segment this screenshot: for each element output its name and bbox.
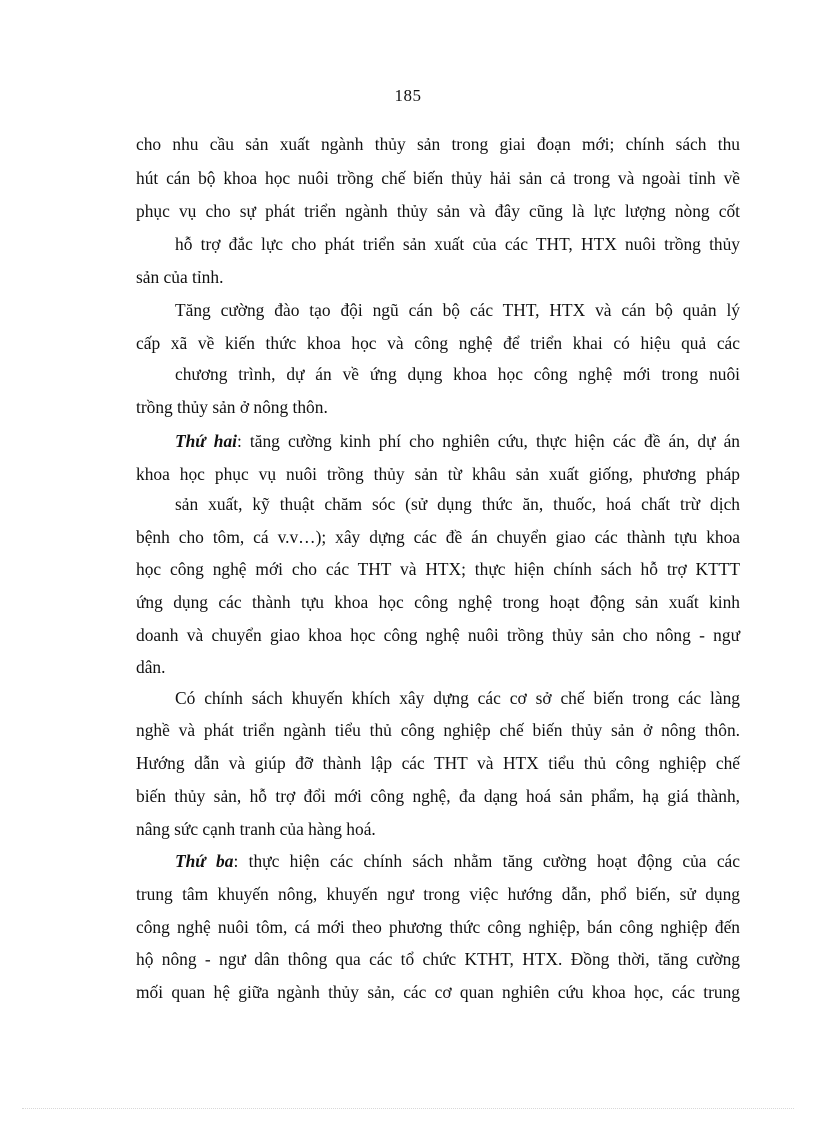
text-line: sản của tỉnh. — [136, 267, 224, 287]
text-line: sản xuất, kỹ thuật chăm sóc (sử dụng thức ăn, thuốc, hoá chất trừ dịch — [175, 494, 740, 514]
text-line: cấp xã về kiến thức khoa học và công nghệ để triển khai có hiệu quả các — [136, 333, 740, 353]
page-bottom-border — [22, 1108, 794, 1109]
page-number: 185 — [394, 86, 422, 105]
text-line: công nghệ nuôi tôm, cá mới theo phương thức công nghiệp, bán công nghiệp đến — [136, 917, 740, 937]
text-line: khoa học phục vụ nuôi trồng thủy sản từ khâu sản xuất giống, phương pháp — [136, 464, 740, 484]
text-line: hộ nông - ngư dân thông qua các tổ chức KTHT, HTX. Đồng thời, tăng cường — [136, 949, 740, 969]
text-line: chương trình, dự án về ứng dụng khoa học công nghệ mới trong nuôi — [175, 364, 740, 384]
text-line: ứng dụng các thành tựu khoa học công nghệ trong hoạt động sản xuất kinh — [136, 592, 740, 612]
text-line — [175, 429, 740, 453]
text-line: Có chính sách khuyến khích xây dựng các cơ sở chế biến trong các làng — [175, 688, 740, 708]
text-line: doanh và chuyển giao khoa học công nghệ nuôi trồng thủy sản cho nông - ngư — [136, 625, 740, 645]
text-line: dân. — [136, 657, 166, 677]
text-line: hỗ trợ đắc lực cho phát triển sản xuất của các THT, HTX nuôi trồng thủy — [175, 234, 740, 254]
text-line: phục vụ cho sự phát triển ngành thủy sản và đây cũng là lực lượng nòng cốt — [136, 201, 740, 221]
text-line: biến thủy sản, hỗ trợ đổi mới công nghệ, đa dạng hoá sản phẩm, hạ giá thành, — [136, 786, 740, 806]
text-line: mối quan hệ giữa ngành thủy sản, các cơ quan nghiên cứu khoa học, các trung — [136, 982, 740, 1002]
text-line: nghề và phát triển ngành tiểu thủ công nghiệp chế biến thủy sản ở nông thôn. — [136, 720, 740, 740]
text-line: bệnh cho tôm, cá v.v…); xây dựng các đề án chuyển giao các thành tựu khoa — [136, 527, 740, 547]
text-line: cho nhu cầu sản xuất ngành thủy sản trong giai đoạn mới; chính sách thu — [136, 134, 740, 154]
text-line: trung tâm khuyến nông, khuyến ngư trong việc hướng dẫn, phổ biến, sử dụng — [136, 884, 740, 904]
paragraph-lead: Thứ hai — [175, 431, 238, 451]
text-span: : tăng cường kinh phí cho nghiên cứu, thực hiện các đề án, dự án — [237, 431, 741, 451]
text-span: : thực hiện các chính sách nhằm tăng cường hoạt động của các — [233, 851, 740, 871]
text-line: Tăng cường đào tạo đội ngũ cán bộ các THT, HTX và cán bộ quản lý — [175, 300, 740, 320]
text-line: trồng thủy sản ở nông thôn. — [136, 397, 328, 417]
text-line: Hướng dẫn và giúp đỡ thành lập các THT và HTX tiểu thủ công nghiệp chế — [136, 753, 740, 773]
text-line: hút cán bộ khoa học nuôi trồng chế biến thủy hải sản cả trong và ngoài tỉnh về — [136, 168, 740, 188]
text-line — [175, 849, 740, 873]
text-line: nâng sức cạnh tranh của hàng hoá. — [136, 819, 376, 839]
text-line: học công nghệ mới cho các THT và HTX; thực hiện chính sách hỗ trợ KTTT — [136, 559, 740, 579]
paragraph-lead: Thứ ba — [175, 851, 234, 871]
